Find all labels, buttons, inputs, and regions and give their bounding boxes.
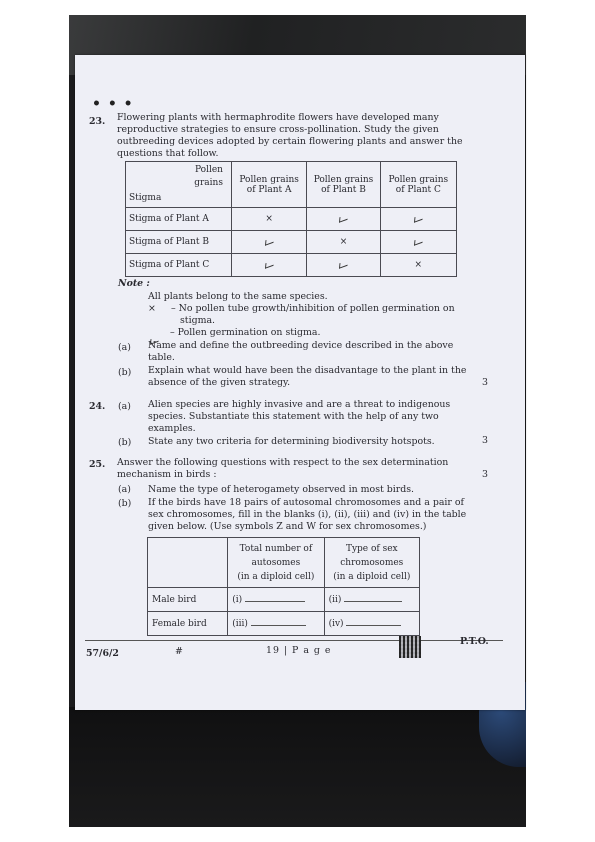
note-2b: stigma. bbox=[180, 315, 216, 326]
q23-table-corner bbox=[126, 162, 232, 208]
col2-l3: (in a diploid cell) bbox=[333, 571, 411, 582]
col-header-c bbox=[380, 162, 456, 208]
q23-line-1: Flowering plants with hermaphrodite flowers have developed many bbox=[117, 112, 439, 123]
col-header-a bbox=[231, 162, 306, 208]
tick-icon bbox=[265, 260, 274, 269]
q25-a-line: Name the type of heterogamety observed in most birds. bbox=[148, 484, 415, 495]
note-cross-symbol: × bbox=[148, 303, 156, 314]
q25-col2-header bbox=[324, 538, 419, 588]
q24-b-label: (b) bbox=[118, 437, 132, 448]
q23-line-2: reproductive strategies to ensure cross-pollination. Study the given bbox=[117, 124, 439, 135]
q25-table-corner bbox=[148, 538, 228, 588]
cell-b-c bbox=[380, 231, 456, 254]
cell-b-b bbox=[307, 231, 380, 254]
col2-l2: chromosomes bbox=[340, 557, 404, 568]
cell-c-b bbox=[307, 254, 380, 277]
header-dots: • • • bbox=[92, 96, 134, 112]
col-b-l2: of Plant B bbox=[321, 184, 366, 195]
corner-bottom: Stigma bbox=[129, 193, 162, 203]
q23-a-line-2: table. bbox=[148, 352, 175, 363]
blank-iv-label: (iv) bbox=[328, 618, 344, 629]
col-b-l1: Pollen grains bbox=[313, 174, 374, 185]
row-label: Male bird bbox=[148, 588, 228, 612]
q24-b-line: State any two criteria for determining biodiversity hotspots. bbox=[148, 436, 435, 447]
row-label: Stigma of Plant A bbox=[126, 208, 232, 231]
q24-a-label: (a) bbox=[118, 401, 131, 412]
cross-mark: × bbox=[265, 214, 273, 224]
q23-a-line-1: Name and define the outbreeding device described in the above bbox=[148, 340, 454, 351]
q24-number: 24. bbox=[89, 401, 106, 412]
qr-code-icon bbox=[399, 636, 421, 658]
q24-marks: 3 bbox=[482, 435, 488, 446]
col1-l1: Total number of bbox=[239, 543, 313, 554]
blank-iv bbox=[324, 612, 419, 636]
note-1: All plants belong to the same species. bbox=[148, 291, 328, 302]
cell-c-c bbox=[380, 254, 456, 277]
background-bottom bbox=[69, 707, 526, 827]
footer-pto: P.T.O. bbox=[460, 636, 489, 647]
blank-ii-label: (ii) bbox=[328, 594, 342, 605]
col2-l1: Type of sex bbox=[345, 543, 398, 554]
note-3: – Pollen germination on stigma. bbox=[170, 327, 321, 338]
cell-c-a bbox=[231, 254, 306, 277]
cell-a-a bbox=[231, 208, 306, 231]
corner-top: Pollen bbox=[194, 165, 223, 175]
tick-icon bbox=[414, 214, 423, 223]
q24-a-line-1: Alien species are highly invasive and are a threat to indigenous bbox=[148, 399, 451, 410]
q23-b-line-1: Explain what would have been the disadvantage to the plant in the bbox=[148, 365, 467, 376]
blank-iii bbox=[228, 612, 324, 636]
q23-b-line-2: absence of the given strategy. bbox=[148, 377, 291, 388]
col-header-b bbox=[307, 162, 380, 208]
q25-b-line-3: given below. (Use symbols Z and W for sex chromosomes.) bbox=[148, 521, 427, 532]
q24-a-line-2: species. Substantiate this statement with the help of any two bbox=[148, 411, 439, 422]
table-row bbox=[148, 588, 420, 612]
row-label: Stigma of Plant B bbox=[126, 231, 232, 254]
footer-hash: # bbox=[175, 646, 183, 657]
cell-b-a bbox=[231, 231, 306, 254]
blank-i-label: (i) bbox=[232, 594, 243, 605]
footer-code: 57/6/2 bbox=[86, 648, 119, 659]
col1-l3: (in a diploid cell) bbox=[237, 571, 315, 582]
col-a-l2: of Plant A bbox=[246, 184, 292, 195]
q24-a-line-3: examples. bbox=[148, 423, 196, 434]
q25-marks: 3 bbox=[482, 469, 488, 480]
row-label: Female bird bbox=[148, 612, 228, 636]
q25-line-2: mechanism in birds : bbox=[117, 469, 217, 480]
q25-b-label: (b) bbox=[118, 498, 132, 509]
q25-line-1: Answer the following questions with respect to the sex determination bbox=[117, 457, 449, 468]
q25-b-line-1: If the birds have 18 pairs of autosomal chromosomes and a pair of bbox=[148, 497, 465, 508]
cell-a-c bbox=[380, 208, 456, 231]
table-row bbox=[148, 612, 420, 636]
q23-a-label: (a) bbox=[118, 342, 131, 353]
table-row bbox=[126, 254, 457, 277]
note-2a: – No pollen tube growth/inhibition of pollen germination on bbox=[171, 303, 455, 314]
q25-a-label: (a) bbox=[118, 484, 131, 495]
corner-mid: grains bbox=[194, 178, 223, 188]
q23-line-3: outbreeding devices adopted by certain flowering plants and answer the bbox=[117, 136, 463, 147]
q23-marks: 3 bbox=[482, 377, 488, 388]
q23-b-label: (b) bbox=[118, 367, 132, 378]
col-c-l2: of Plant C bbox=[395, 184, 441, 195]
footer-page: 19 | P a g e bbox=[266, 645, 332, 656]
q25-col1-header bbox=[228, 538, 324, 588]
table-row bbox=[126, 208, 457, 231]
blank-iii-label: (iii) bbox=[232, 618, 248, 629]
tick-icon bbox=[414, 237, 423, 246]
q25-number: 25. bbox=[89, 459, 106, 470]
col-a-l1: Pollen grains bbox=[239, 174, 299, 185]
cell-a-b bbox=[307, 208, 380, 231]
q25-b-line-2: sex chromosomes, fill in the blanks (i), (ii), (iii) and (iv) in the table bbox=[148, 509, 467, 520]
cross-mark: × bbox=[414, 260, 423, 270]
tick-icon bbox=[265, 237, 274, 246]
q23-table bbox=[125, 161, 457, 277]
blank-ii bbox=[324, 588, 419, 612]
q25-table bbox=[147, 537, 420, 636]
col1-l2: autosomes bbox=[251, 557, 301, 568]
tick-icon bbox=[339, 214, 348, 223]
cross-mark: × bbox=[339, 237, 348, 247]
col-c-l1: Pollen grains bbox=[388, 174, 449, 185]
blank-i bbox=[228, 588, 324, 612]
q23-number: 23. bbox=[89, 116, 106, 127]
footer-rule bbox=[85, 640, 503, 641]
row-label: Stigma of Plant C bbox=[126, 254, 232, 277]
q23-line-4: questions that follow. bbox=[117, 148, 219, 159]
tick-icon bbox=[339, 260, 348, 269]
table-row bbox=[126, 231, 457, 254]
note-label: Note : bbox=[118, 278, 150, 289]
